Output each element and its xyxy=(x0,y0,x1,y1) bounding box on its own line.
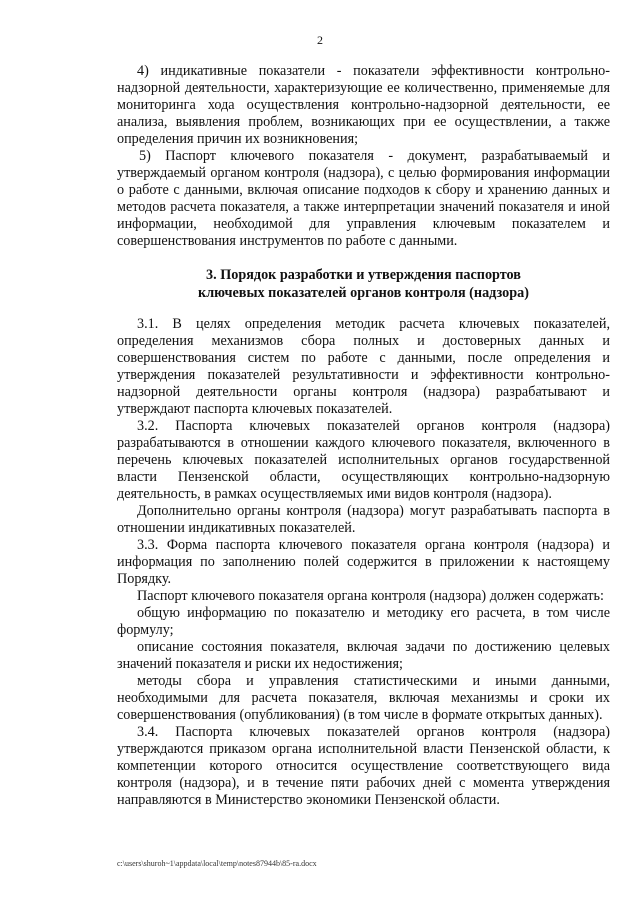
section-heading xyxy=(117,266,610,302)
paragraph-passport-contents: Паспорт ключевого показателя органа контроля (надзора) должен содержать: xyxy=(137,588,604,604)
document-body xyxy=(117,63,610,809)
paragraph-additional: Дополнительно органы контроля (надзора) могут разрабатывать паспорта в отношении индикативных показателей. xyxy=(117,503,610,536)
section-heading-line-1: 3. Порядок разработки и утверждения паспортов xyxy=(206,267,521,283)
paragraph-data-methods: методы сбора и управления статистическими и иными данными, необходимыми для расчета показателя, включая механизмы и сроки их совершенствования (опубликования) (в том числе в формате открытых данных). xyxy=(117,673,610,723)
footer-file-path: c:\users\shuroh~1\appdata\local\temp\notes87944b\85-ra.docx xyxy=(117,859,317,868)
paragraph-3-2: 3.2. Паспорта ключевых показателей органов контроля (надзора) разрабатываются в отношении каждого ключевого показателя, включенного в перечень ключевых показателей исполнительных органов государственной власти Пензенской области, осуществляющих контрольно-надзорную деятельность, в рамках осуществляемых ими видов контроля (надзора). xyxy=(117,418,610,502)
paragraph-3-3: 3.3. Форма паспорта ключевого показателя органа контроля (надзора) и информация по заполнению полей содержится в приложении к настоящему Порядку. xyxy=(117,537,610,587)
paragraph-3-4: 3.4. Паспорта ключевых показателей органов контроля (надзора) утверждаются приказом органа исполнительной власти Пензенской области, к компетенции которого относится осуществление соответствующего вида контроля (надзора), и в течение пяти рабочих дней с момента утверждения направляются в Министерство экономики Пензенской области. xyxy=(117,724,610,808)
section-heading-line-2: ключевых показателей органов контроля (надзора) xyxy=(198,285,529,301)
page-number: 2 xyxy=(317,33,323,47)
paragraph-state-description: описание состояния показателя, включая задачи по достижению целевых значений показателя и риски их недостижения; xyxy=(117,639,610,672)
paragraph-item-4: 4) индикативные показатели - показатели эффективности контрольно-надзорной деятельности, характеризующие ее количественно, применяемые для мониторинга хода осуществления контрольно-надзорной деятельности, ее анализа, выявления проблем, возникающих при ее осуществлении, а также определения причин их возникновения; xyxy=(117,63,610,147)
paragraph-item-5: 5) Паспорт ключевого показателя - документ, разрабатываемый и утверждаемый органом контроля (надзора), с целью формирования информации о работе с данными, включая описание подходов к сбору и хранению данных и методов расчета показателя, а также интерпретации значений показателя и иной информации, необходимой для управления ключевым показателем и совершенствования инструментов по работе с данными. xyxy=(117,148,610,249)
paragraph-3-1: 3.1. В целях определения методик расчета ключевых показателей, определения механизмов сбора полных и достоверных данных и совершенствования систем по работе с данными, после определения и утверждения показателей результативности и эффективности контрольно-надзорной деятельности органы контроля (надзора) разрабатывают и утверждают паспорта ключевых показателей. xyxy=(117,316,610,417)
paragraph-general-info: общую информацию по показателю и методику его расчета, в том числе формулу; xyxy=(117,605,610,638)
